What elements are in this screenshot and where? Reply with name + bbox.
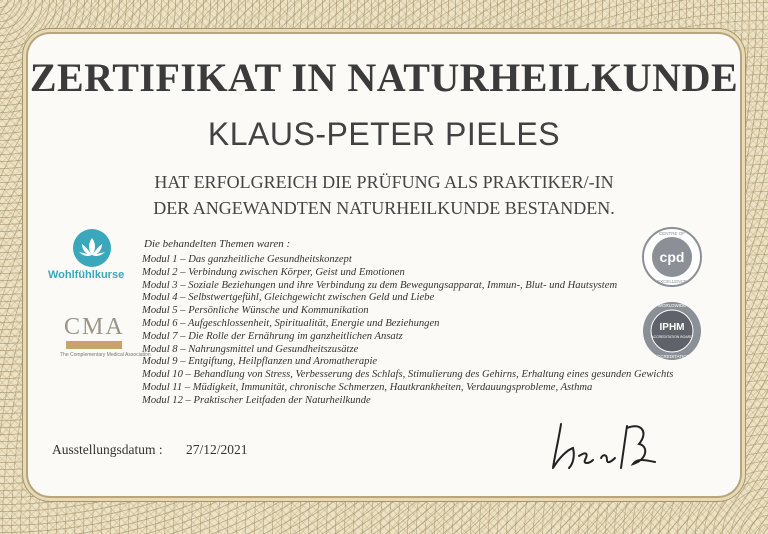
statement-line-2: DER ANGEWANDTEN NATURHEILKUNDE BESTANDEN.: [153, 198, 615, 218]
cma-logo-bar: [66, 341, 122, 349]
cpd-seal-top: CENTRE OF: [658, 231, 686, 236]
topics-intro: Die behandelten Themen waren :: [144, 238, 291, 250]
module-item: Modul 11 – Müdigkeit, Immunität, chronische Schmerzen, Hautkrankheiten, Verdauungsprobleme, Asthma: [142, 381, 593, 393]
recipient-name: KLAUS-PETER PIELES: [207, 116, 561, 152]
statement-line-1: HAT ERFOLGREICH DIE PRÜFUNG ALS PRAKTIKER/-IN: [154, 172, 614, 192]
issue-date-label: Ausstellungsdatum :: [52, 442, 163, 457]
lotus-icon: [72, 228, 112, 268]
module-item: Modul 5 – Persönliche Wünsche und Kommunikation: [142, 305, 369, 317]
module-list: [142, 254, 673, 408]
signature: [545, 418, 665, 478]
cma-logo-text: CMA: [64, 314, 125, 340]
wohlfuehlkurse-logo-text: Wohlfühlkurse: [48, 269, 125, 281]
module-item: Modul 2 – Verbindung zwischen Körper, Geist und Emotionen: [142, 266, 405, 278]
module-item: Modul 4 – Selbstwertgefühl, Gleichgewicht zwischen Geld und Liebe: [142, 292, 435, 304]
certificate-title: ZERTIFIKAT IN NATURHEILKUNDE: [29, 55, 739, 100]
module-item: Modul 9 – Entgiftung, Heilpflanzen und Aromatherapie: [142, 356, 378, 368]
iphm-seal-center: IPHM: [659, 322, 685, 333]
cpd-seal-bottom: EXCELLENCE: [657, 279, 687, 284]
iphm-seal-bottom: ACCREDITATION: [653, 354, 691, 359]
cpd-seal-icon: [641, 226, 703, 288]
cpd-seal-center: cpd: [659, 249, 685, 265]
module-item: Modul 6 – Aufgeschlossenheit, Spiritualität, Energie und Beziehungen: [142, 317, 440, 329]
iphm-seal-icon: [641, 300, 703, 362]
issue-date: 27/12/2021: [186, 442, 248, 457]
iphm-seal-sub: ACCREDITATION BOARD: [651, 335, 693, 339]
iphm-seal-top: WORLDWIDE: [657, 303, 687, 308]
module-item: Modul 1 – Das ganzheitliche Gesundheitskonzept: [142, 254, 352, 265]
module-item: Modul 12 – Praktischer Leitfaden der Naturheilkunde: [142, 394, 371, 406]
cma-logo-subtitle: The Complementary Medical Association: [60, 352, 151, 358]
module-item: Modul 3 – Soziale Beziehungen und ihre Verbindung zu dem Bewegungsapparat, Immun-, Blut- und Hautsystem: [142, 279, 618, 291]
module-item: Modul 7 – Die Rolle der Ernährung im ganzheitlichen Ansatz: [142, 330, 403, 342]
module-item: Modul 8 – Nahrungsmittel und Gesundheitszusätze: [142, 343, 359, 355]
module-item: Modul 10 – Behandlung von Stress, Verbesserung des Schlafs, Stimulierung des Gehirns, Erhaltung eines gesunden Gewichts: [142, 369, 674, 381]
